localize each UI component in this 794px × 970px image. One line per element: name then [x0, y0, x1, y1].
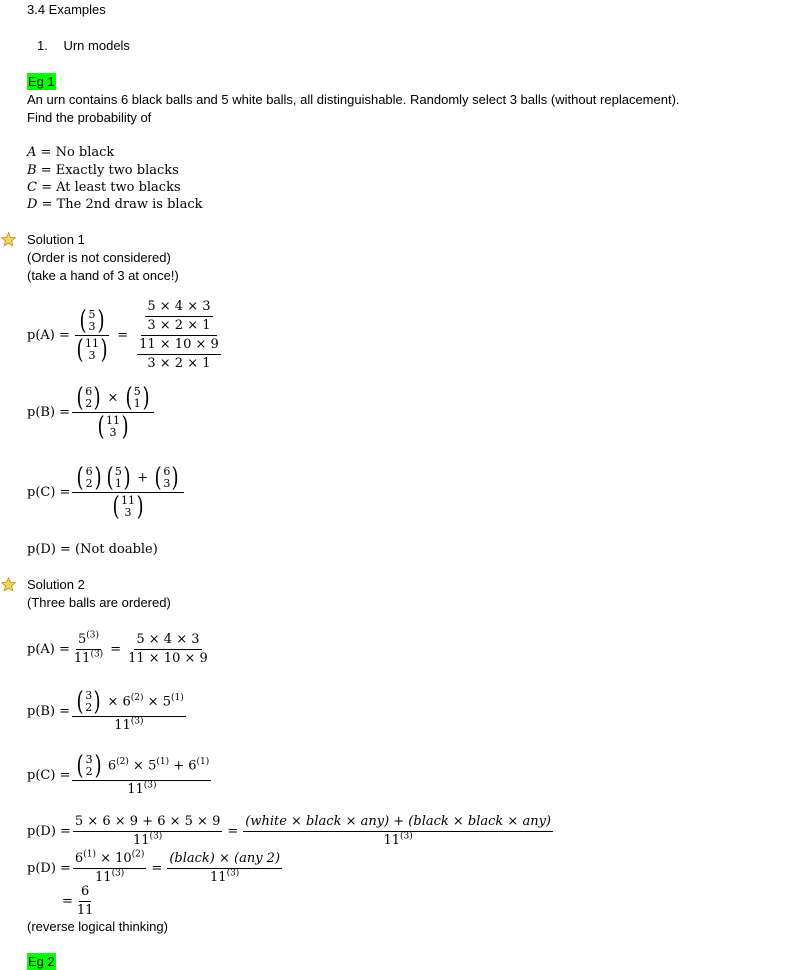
- problem-line1: An urn contains 6 black balls and 5 white balls, all distinguishable. Randomly select 3 balls (without replacement).: [27, 92, 680, 107]
- s2-pc-frac: ( 3 2 ) $6^{(2)} \times 5^{(1)} + 6^{(1)}$ 11$^{(3)}$: [72, 753, 211, 798]
- s1-pc-frac: ( 6 2 ) ( 5 1 ) + ( 6 3 ) ( 11 3 ): [72, 465, 183, 520]
- solution1-title: Solution 1: [27, 232, 85, 247]
- section-title: 3.4 Examples: [27, 2, 106, 17]
- s1-pd-equation: p(D) = (Not doable): [27, 542, 158, 557]
- problem-line2: Find the probability of: [27, 110, 152, 125]
- s2-pb-frac: ( 3 2 ) × $6^{(2)} \times 5^{(1)}$ 11$^{(3)}$: [72, 689, 186, 734]
- s2-pd2-frac1: $\frac{6^{(1)} \times 10^{(2)}}{11^{(3)}}$: [74, 849, 145, 885]
- s2-pd1-frac2: $\frac{\text{(white × black × any) + (black × black × any)}}{11^{(3)}}$: [245, 813, 551, 848]
- s1-pa-frac1: ( 5 3 ) ( 11 3 ): [76, 305, 108, 365]
- eg1-label: Eg 1: [28, 74, 55, 89]
- eg2-label: Eg 2: [28, 954, 55, 969]
- s2-pd2-equation: p(D) = $\frac{6^{(1)} \times 10^{(2)}}{11^{(3)}}$ = $\frac{\text{(black) × (any 2)}}{11^{(3)}}$: [27, 849, 281, 885]
- s2-pb-equation: p(B) = ( 3 2 ) × $6^{(2)} \times 5^{(1)}$ 11$^{(3)}$: [27, 686, 184, 733]
- s2-pa-frac1: $\frac{5^{(3)}}{11^{(3)}}$: [73, 630, 104, 666]
- event-a: A = No black: [27, 145, 115, 160]
- star-icon: [1, 577, 16, 592]
- star-icon-shape: [2, 578, 16, 591]
- solution2-note2: (reverse logical thinking): [27, 919, 168, 934]
- solution1-note2: (take a hand of 3 at once!): [27, 268, 179, 283]
- star-icon: [1, 232, 16, 247]
- event-c: C = At least two blacks: [27, 180, 181, 195]
- list-item: [37, 37, 130, 54]
- s1-pa-frac2: $\frac{\frac{5 \times 4 \times 3}{3 \times 2 \times 1}}{\frac{11 \times 10 \times 9}{3 \times 2 \times 1}}$: [139, 298, 219, 371]
- s1-pa-eq: =: [117, 327, 129, 343]
- star-icon-shape: [2, 233, 16, 246]
- event-b: B = Exactly two blacks: [27, 163, 179, 178]
- s1-pb-equation: [27, 382, 156, 442]
- s2-pd1-equation: p(D) = $\frac{5 \times 6 \times 9 + 6 \times 5 \times 9}{11^{(3)}}$ = $\frac{\text{(white × black × any) + (black × black × any)}}{11^{(3)}}$: [27, 813, 551, 848]
- s2-pc-equation: p(C) = ( 3 2 ) $6^{(2)} \times 5^{(1)} + 6^{(1)}$ 11$^{(3)}$: [27, 750, 210, 797]
- s2-pa-frac2: $\frac{5 \times 4 \times 3}{11 \times 10 \times 9}$: [128, 631, 208, 666]
- s2-pa-equation: p(A) = $\frac{5^{(3)}}{11^{(3)}}$ = $\frac{5 \times 4 \times 3}{11 \times 10 \times 9}$: [27, 630, 208, 666]
- s2-pd1-frac1: $\frac{5 \times 6 \times 9 + 6 \times 5 \times 9}{11^{(3)}}$: [74, 813, 221, 848]
- s2-pd2-frac2: $\frac{\text{(black) × (any 2)}}{11^{(3)}}$: [169, 850, 281, 885]
- event-d: D = The 2nd draw is black: [27, 197, 203, 212]
- s2-pd3-frac: $\frac{6}{11}$: [76, 883, 94, 918]
- list-item-number: 1.: [37, 38, 48, 53]
- solution2-note: (Three balls are ordered): [27, 595, 171, 610]
- s1-pa-equation: [27, 298, 227, 371]
- s2-pd3-equation: = $\frac{6}{11}$: [62, 883, 94, 918]
- solution2-title: Solution 2: [27, 577, 85, 592]
- s1-pb-frac: ( 6 2 ) × ( 5 1 ) ( 11 3 ): [72, 385, 154, 440]
- s1-pc-lhs: p(C) =: [27, 484, 71, 500]
- s1-pa-lhs: p(A) =: [27, 327, 70, 343]
- s1-pc-equation: [27, 462, 186, 522]
- list-item-label: Urn models: [63, 38, 130, 53]
- s1-pb-lhs: p(B) =: [27, 404, 71, 420]
- solution1-note1: (Order is not considered): [27, 250, 171, 265]
